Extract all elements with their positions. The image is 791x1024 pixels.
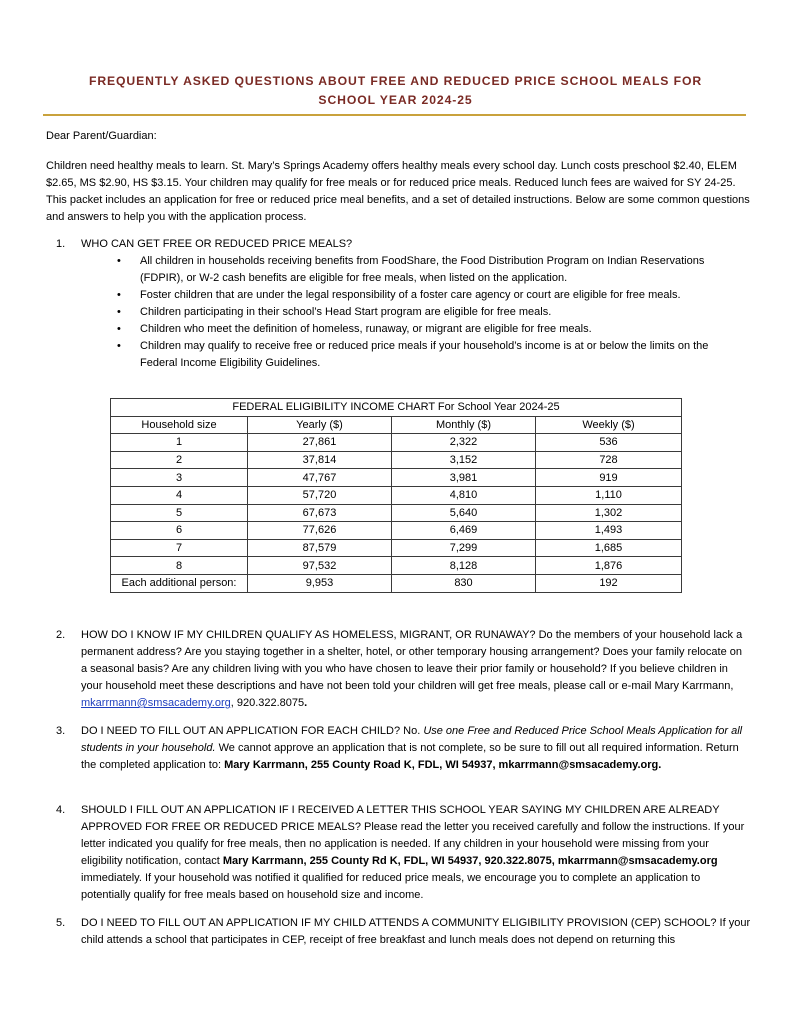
- cell: 47,767: [248, 469, 392, 487]
- cell: 6: [111, 522, 248, 540]
- cell: 7,299: [392, 539, 536, 557]
- cell: 3,152: [392, 451, 536, 469]
- cell: 6,469: [392, 522, 536, 540]
- q1-bullet-list: [117, 253, 746, 372]
- income-eligibility-table: [110, 398, 682, 593]
- table-row: [111, 539, 682, 557]
- cell: 57,720: [248, 486, 392, 504]
- q5-answer: DO I NEED TO FILL OUT AN APPLICATION IF MY CHILD ATTENDS A COMMUNITY ELIGIBILITY PROVISION (CEP) SCHOOL? If your child attends a school that participates in CEP, receipt of free breakfast and lunch meals does not depend on returning this: [81, 917, 751, 946]
- q1-question: WHO CAN GET FREE OR REDUCED PRICE MEALS?: [81, 238, 353, 250]
- cell: 1,876: [536, 557, 682, 575]
- cell: 1,110: [536, 486, 682, 504]
- table-header-row: [111, 416, 682, 434]
- list-item: • Children may qualify to receive free or reduced price meals if your household’s income is at or below the limits on the Federal Income Eligibility Guidelines.: [117, 340, 709, 369]
- cell: 97,532: [248, 557, 392, 575]
- list-item: • Foster children that are under the legal responsibility of a foster care agency or court are eligible for free meals.: [140, 287, 746, 304]
- q4-answer: SHOULD I FILL OUT AN APPLICATION IF I RECEIVED A LETTER THIS SCHOOL YEAR SAYING MY CHILDREN ARE ALREADY APPROVED FOR FREE OR REDUCED PRICE MEALS? Please read the letter you received carefully and follow the instructions. If your letter indicated you qualify for free meals, then no application is needed. If any children in your household were missing from your eligibility notification, contact Mary Karrmann, 255 County Rd K, FDL, WI 54937, 920.322.8075, mkarrmann@smsacademy.org immediately. If your household was notified it qualified for reduced price meals, we encourage you to complete an application to potentially qualify for free meals based on household size and income.: [81, 804, 745, 901]
- list-item: • Children who meet the definition of homeless, runaway, or migrant are eligible for free meals.: [140, 321, 746, 338]
- bullet-icon: •: [117, 289, 121, 301]
- cell: 1: [111, 434, 248, 452]
- cell: 4: [111, 486, 248, 504]
- list-item: • All children in households receiving benefits from FoodShare, the Food Distribution Program on Indian Reservations (FDPIR), or W-2 cash benefits are eligible for free meals, when listed on the application.: [117, 255, 705, 284]
- cell: 3,981: [392, 469, 536, 487]
- cell: 2: [111, 451, 248, 469]
- q3-number: 3.: [56, 725, 66, 737]
- list-item: • Children participating in their school’s Head Start program are eligible for free meals.: [140, 304, 746, 321]
- cell: 87,579: [248, 539, 392, 557]
- bullet-icon: •: [117, 323, 121, 335]
- q3-answer: DO I NEED TO FILL OUT AN APPLICATION FOR EACH CHILD? No. Use one Free and Reduced Price School Meals Application for all students in your household. We cannot approve an application that is not complete, so be sure to fill out all required information. Return the completed application to: Mary Karrmann, 255 County Road K, FDL, WI 54937, mkarrmann@smsacademy.org.: [81, 725, 743, 771]
- cell: 1,493: [536, 522, 682, 540]
- title-line-2: SCHOOL YEAR 2024-25: [318, 93, 473, 107]
- cell: 7: [111, 539, 248, 557]
- cell: 830: [392, 574, 536, 592]
- cell: 1,302: [536, 504, 682, 522]
- title-divider: [43, 114, 746, 116]
- cell: 192: [536, 574, 682, 592]
- cell: 8: [111, 557, 248, 575]
- title-line-1: FREQUENTLY ASKED QUESTIONS ABOUT FREE AND REDUCED PRICE SCHOOL MEALS FOR: [88, 74, 703, 88]
- cell: 4,810: [392, 486, 536, 504]
- table-row: [111, 486, 682, 504]
- cell: 2,322: [392, 434, 536, 452]
- greeting: Dear Parent/Guardian:: [46, 130, 157, 142]
- table-row: [111, 557, 682, 575]
- table-caption-row: [111, 399, 682, 417]
- q5-number: 5.: [56, 917, 66, 929]
- q2-answer: HOW DO I KNOW IF MY CHILDREN QUALIFY AS HOMELESS, MIGRANT, OR RUNAWAY? Do the members of your household lack a permanent address? Are you staying together in a shelter, hotel, or other temporary housing arrangement? Does your family relocate on a seasonal basis? Are any children living with you who have chosen to leave their prior family or household? If you believe children in your household meet these descriptions and have not been told your children will get free meals, please call or e-mail Mary Karrmann, mkarrmann@smsacademy.org, 920.322.8075.: [81, 629, 743, 709]
- email-link[interactable]: mkarrmann@smsacademy.org: [81, 697, 231, 709]
- q1-number: 1.: [56, 238, 66, 250]
- bullet-icon: •: [117, 255, 121, 267]
- cell: 919: [536, 469, 682, 487]
- table-caption: FEDERAL ELIGIBILITY INCOME CHART For School Year 2024-25: [111, 399, 682, 417]
- table-row: [111, 522, 682, 540]
- table-row: [111, 574, 682, 592]
- cell: 37,814: [248, 451, 392, 469]
- cell: 5: [111, 504, 248, 522]
- cell: 536: [536, 434, 682, 452]
- page-title: [40, 72, 751, 110]
- cell: 8,128: [392, 557, 536, 575]
- cell: 1,685: [536, 539, 682, 557]
- table-row: [111, 504, 682, 522]
- column-header: Yearly ($): [248, 416, 392, 434]
- cell: 67,673: [248, 504, 392, 522]
- cell: 27,861: [248, 434, 392, 452]
- table-row: [111, 451, 682, 469]
- table-row: [111, 469, 682, 487]
- intro-paragraph: Children need healthy meals to learn. St. Mary’s Springs Academy offers healthy meals every school day. Lunch costs preschool $2.40, ELEM $2.65, MS $2.90, HS $3.15. Your children may qualify for free meals or for reduced price meals. Reduced lunch fees are waived for SY 24-25. This packet includes an application for free or reduced price meal benefits, and a set of detailed instructions. Below are some common questions and answers to help you with the application process.: [46, 160, 750, 223]
- column-header: Household size: [111, 416, 248, 434]
- q4-number: 4.: [56, 804, 66, 816]
- table-row: [111, 434, 682, 452]
- q2-number: 2.: [56, 629, 66, 641]
- column-header: Weekly ($): [536, 416, 682, 434]
- column-header: Monthly ($): [392, 416, 536, 434]
- bullet-icon: •: [117, 340, 121, 352]
- cell: 728: [536, 451, 682, 469]
- cell: 9,953: [248, 574, 392, 592]
- cell: 77,626: [248, 522, 392, 540]
- cell: 3: [111, 469, 248, 487]
- cell: Each additional person:: [111, 574, 248, 592]
- cell: 5,640: [392, 504, 536, 522]
- bullet-icon: •: [117, 306, 121, 318]
